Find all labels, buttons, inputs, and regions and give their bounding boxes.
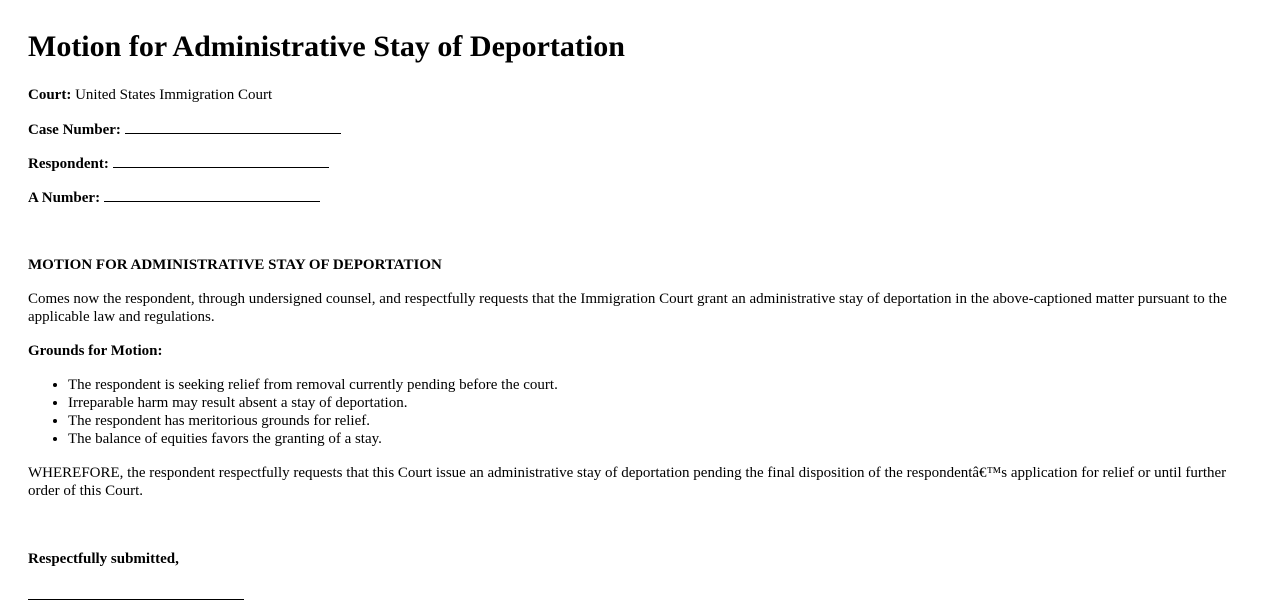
signature-line xyxy=(28,599,244,600)
case-number-field xyxy=(28,120,341,139)
a-number-field xyxy=(28,188,320,207)
document-title: Motion for Administrative Stay of Deportation xyxy=(28,30,625,63)
closing-text: Respectfully submitted, xyxy=(28,551,179,567)
a-number-label: A Number: xyxy=(28,190,101,206)
a-number-blank xyxy=(104,188,320,202)
case-number-blank xyxy=(125,120,341,134)
court-field xyxy=(28,86,272,104)
respondent-blank xyxy=(113,154,329,168)
court-label: Court: xyxy=(28,87,72,103)
grounds-title: Grounds for Motion: xyxy=(28,343,163,359)
court-value: United States Immigration Court xyxy=(75,87,273,103)
list-item: • The respondent is seeking relief from removal currently pending before the court. xyxy=(68,376,558,394)
intro-paragraph: Comes now the respondent, through undersigned counsel, and respectfully requests that the Immigration Court grant an administrative stay of deportation in the above-captioned matter pursuant to the applicable law and regulations. xyxy=(28,291,1227,325)
list-item: • Irreparable harm may result absent a stay of deportation. xyxy=(68,394,558,412)
respondent-field xyxy=(28,154,329,173)
wherefore-paragraph: WHEREFORE, the respondent respectfully requests that this Court issue an administrative stay of deportation pending the final disposition of the respondentâ€™s application for relief or until further order of this Court. xyxy=(28,465,1227,499)
respondent-label: Respondent: xyxy=(28,156,109,172)
case-number-label: Case Number: xyxy=(28,122,121,138)
section-heading: MOTION FOR ADMINISTRATIVE STAY OF DEPORTATION xyxy=(28,257,442,273)
grounds-list xyxy=(28,376,558,448)
list-item: • The respondent has meritorious grounds for relief. xyxy=(68,412,558,430)
list-item: • The balance of equities favors the granting of a stay. xyxy=(68,430,558,448)
